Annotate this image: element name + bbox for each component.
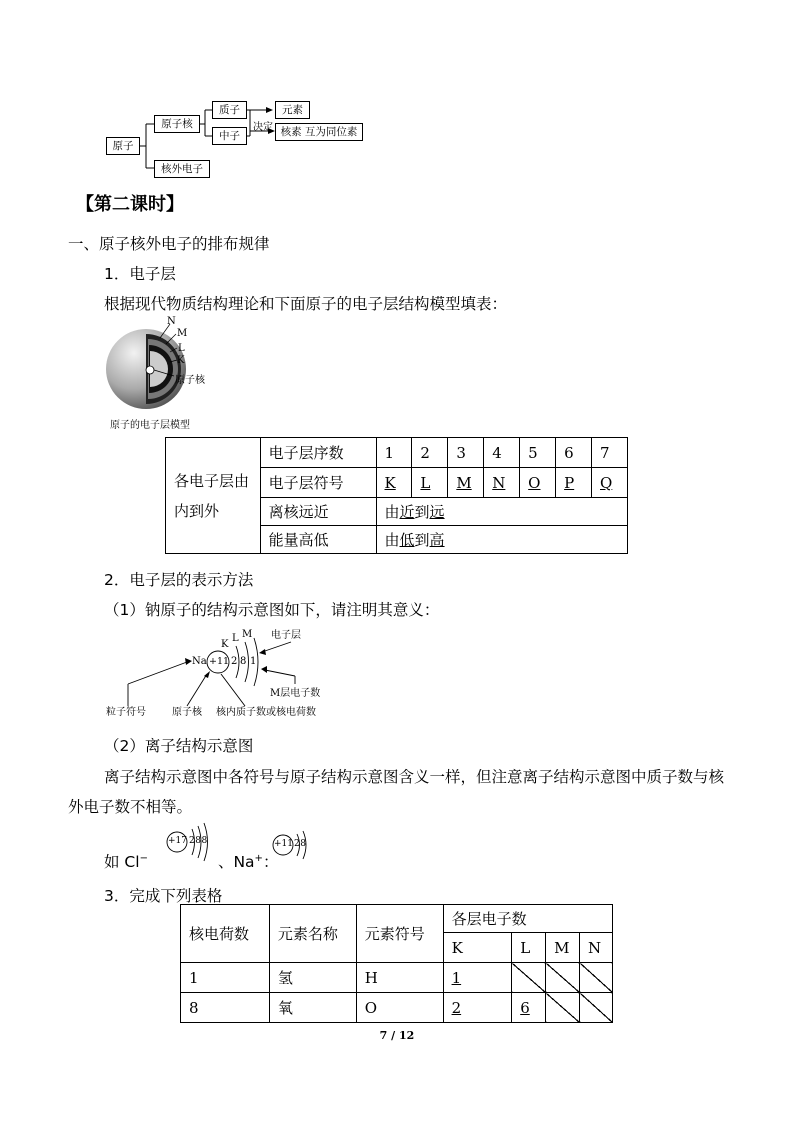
- atom-shell-model: [100, 312, 220, 418]
- shell-symbol-n: N: [492, 473, 506, 492]
- cl-electron-counts: 288: [189, 836, 208, 846]
- subheader-m: M: [546, 933, 580, 963]
- cl-nucleus-charge: +17: [168, 836, 187, 846]
- row-charge: 1: [181, 963, 270, 993]
- heading-ion-diagram: （2）离子结构示意图: [104, 737, 254, 755]
- sodium-electrons-l: 8: [240, 656, 247, 667]
- header-shell-electrons: 各层电子数: [443, 905, 612, 933]
- shell-index-4: 4: [484, 438, 520, 468]
- nucleus-box: 原子核: [154, 115, 200, 133]
- model-label-m: M: [177, 328, 188, 339]
- subheader-k: K: [443, 933, 512, 963]
- row-n-blank: [580, 993, 613, 1023]
- neutron-box: 中子: [212, 127, 247, 145]
- paragraph-fill-table: 根据现代物质结构理论和下面原子的电子层结构模型填表：: [104, 295, 508, 313]
- page-number: 7 / 12: [379, 1029, 415, 1042]
- table-row: [181, 993, 613, 1023]
- heading-electron-arrangement: 一、原子核外电子的排布规律: [68, 235, 270, 253]
- row-charge: 8: [181, 993, 270, 1023]
- header-element-name: 元素名称: [269, 905, 356, 963]
- shell-symbol-p: P: [564, 473, 575, 492]
- shell-energy-label: 能量高低: [260, 526, 376, 554]
- shell-distance-value: 由近到远: [376, 498, 628, 526]
- shell-symbol-label: 电子层符号: [260, 468, 376, 498]
- concept-map-lines: [0, 0, 794, 185]
- label-m-electrons: M层电子数: [270, 688, 321, 699]
- section-title: 【第二课时】: [76, 194, 184, 215]
- row-k-electrons: 2: [451, 998, 462, 1017]
- row-symbol: O: [356, 993, 443, 1023]
- model-label-k: K: [177, 355, 185, 366]
- label-nucleus: 原子核: [172, 707, 202, 718]
- shell-symbol-m: M: [456, 473, 472, 492]
- element-box: 元素: [275, 101, 310, 119]
- atom-box: 原子: [106, 137, 140, 155]
- sodium-electrons-k: 2: [231, 656, 238, 667]
- model-label-n: N: [167, 316, 176, 327]
- shell-index-1: 1: [376, 438, 412, 468]
- header-nuclear-charge: 核电荷数: [181, 905, 270, 963]
- row-n-blank: [580, 963, 613, 993]
- heading-electron-shell: 1．电子层: [104, 265, 176, 283]
- row-symbol: H: [356, 963, 443, 993]
- sodium-electrons-m: 1: [250, 656, 257, 667]
- electrons-box: 核外电子: [154, 160, 210, 178]
- shell-index-7: 7: [592, 438, 628, 468]
- sodium-shell-k: K: [221, 639, 229, 650]
- nuclide-box: 核素 互为同位素: [275, 123, 363, 141]
- row-k-electrons: 1: [451, 968, 462, 987]
- row-m-blank: [546, 993, 580, 1023]
- shell-distance-label: 离核远近: [260, 498, 376, 526]
- row-name: 氢: [269, 963, 356, 993]
- shell-row-group: 各电子层由内到外: [166, 438, 261, 554]
- shell-energy-value: 由低到高: [376, 526, 628, 554]
- ion-example: 如 Cl− 、Na+：: [104, 852, 279, 871]
- shell-table: [165, 437, 628, 554]
- subheader-l: L: [512, 933, 546, 963]
- model-caption: 原子的电子层模型: [110, 420, 190, 431]
- shell-symbol-l: L: [420, 473, 431, 492]
- proton-box: 质子: [212, 101, 247, 119]
- shell-index-5: 5: [520, 438, 556, 468]
- shell-index-3: 3: [448, 438, 484, 468]
- shell-index-label: 电子层序数: [260, 438, 376, 468]
- row-l-blank: [512, 963, 546, 993]
- sodium-shell-l: L: [232, 633, 239, 644]
- sodium-shell-m: M: [242, 629, 253, 640]
- paragraph-sodium: （1）钠原子的结构示意图如下，请注明其意义：: [104, 601, 440, 619]
- label-electron-shell: 电子层: [271, 630, 301, 641]
- table-row: [181, 963, 613, 993]
- label-proton-count: 核内质子数或核电荷数: [216, 707, 316, 718]
- shell-symbol-q: Q: [600, 473, 613, 492]
- paragraph-ion: 离子结构示意图中各符号与原子结构示意图含义一样，但注意离子结构示意图中质子数与核外电子数不相等。: [68, 768, 725, 816]
- element-table: [180, 904, 613, 1023]
- shell-index-6: 6: [556, 438, 592, 468]
- shell-symbol-o: O: [528, 473, 541, 492]
- decides-label: 决定: [253, 122, 273, 133]
- na-ion-nucleus-charge: +11: [274, 839, 293, 849]
- label-particle-symbol: 粒子符号: [106, 707, 146, 718]
- heading-representation: 2．电子层的表示方法: [104, 571, 254, 589]
- header-element-symbol: 元素符号: [356, 905, 443, 963]
- model-label-l: L: [178, 343, 185, 354]
- sodium-symbol: Na: [192, 656, 207, 667]
- na-ion-electron-counts: 28: [294, 839, 307, 849]
- shell-index-2: 2: [412, 438, 448, 468]
- sodium-nucleus-charge: +11: [209, 656, 230, 667]
- model-label-nucleus: 原子核: [175, 375, 205, 386]
- heading-complete-table: 3．完成下列表格: [104, 887, 223, 905]
- row-l-electrons: 6: [520, 998, 530, 1017]
- subheader-n: N: [580, 933, 613, 963]
- shell-symbol-k: K: [384, 473, 396, 492]
- row-m-blank: [546, 963, 580, 993]
- row-name: 氧: [269, 993, 356, 1023]
